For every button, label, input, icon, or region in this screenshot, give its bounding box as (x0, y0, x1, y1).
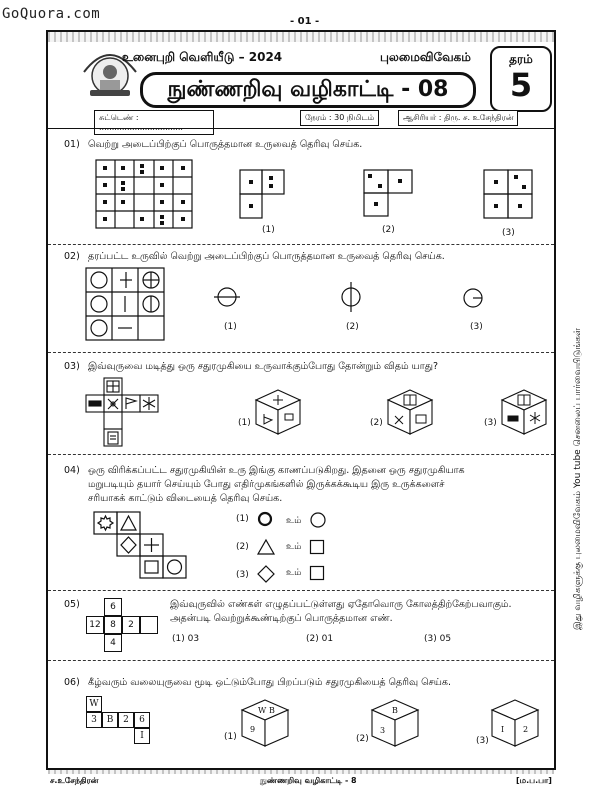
q2-text: தரப்பட்ட உருவில் வெற்று அடைப்பிற்குப் பொருத்தமான உருவைத் தெரிவு செய்க. (88, 251, 445, 262)
footer-title: நுண்ணறிவு வழிகாட்டி - 8 (260, 776, 357, 785)
q6-cube2-left-label: 3 (380, 726, 386, 735)
side-text-label: இது வழிகளுக்கு புலமைவிவேகம் You tube செனலைப் பார்வையிடுங்கள் (573, 327, 583, 630)
publisher-label: உனைபுறி வெளியீடு – 2024 (122, 50, 283, 64)
divider (48, 660, 554, 661)
q2-option1[interactable]: (1) (224, 322, 237, 332)
q4-number: 04) (64, 465, 80, 476)
page-title: நுண்ணறிவு வழிகாட்டி - 08 (140, 72, 476, 108)
q5-number: 05) (64, 599, 80, 610)
q6-text: கீழ்வரும் வலையுருவை மூடி ஒட்டும்போது பிறப்படும் சதுரமுகியைத் தெரிவு செய்க. (88, 677, 452, 688)
q6-number: 06) (64, 677, 80, 688)
q3-option1[interactable]: (1) (238, 418, 251, 428)
q5-cell: 12 (86, 616, 104, 634)
q4-option3-square-shape (310, 566, 324, 580)
q3-number: 03) (64, 361, 80, 372)
q6-net (86, 696, 166, 744)
q6-option2-cube[interactable] (372, 700, 418, 746)
q4-option2-triangle-shape (258, 540, 274, 554)
teacher-field: ஆசிரியர் : திரு. ச. உசேந்திரன் (398, 110, 518, 126)
header-pattern-band (48, 32, 554, 42)
index-field: சுட்டெண் : ................................. (94, 110, 214, 135)
watermark: GoQuora.com (2, 6, 101, 22)
q4-option3-diamond-shape (258, 566, 274, 582)
q2-option1-shape[interactable] (214, 284, 240, 310)
grade-box (490, 46, 552, 112)
q3-net (86, 378, 178, 448)
q5-cell: 4 (104, 634, 122, 652)
q3-option1-cube[interactable] (256, 390, 300, 434)
q6-cube1-top-label2: B (269, 706, 275, 715)
q1-number: 01) (64, 139, 80, 150)
q3-option3[interactable]: (3) (484, 418, 497, 428)
q5-net (86, 598, 158, 654)
q4-line1: ஒரு விரிக்கப்பட்ட சதுரமுகியின் உரு இங்கு காணப்படுகிறது. இதனை ஒரு சதுரமுகியாக (88, 465, 465, 476)
q1-grid (96, 160, 192, 228)
q4-option3-and: உம் (286, 568, 302, 578)
q6-cell: I (134, 728, 150, 744)
q4-option2-square-shape (310, 540, 324, 554)
footer-pattern-band (48, 770, 554, 774)
q6-cube2-top-label: B (392, 706, 398, 715)
q2-option3-shape[interactable] (460, 286, 486, 310)
scholarship-label: புலமைவிவேகம் (380, 50, 471, 64)
q5-line2: அதன்படி வெற்றுக்கூண்டிற்குப் பொருத்தமான எண். (170, 613, 393, 624)
q1-option2-shape[interactable] (364, 170, 412, 216)
q1-option3[interactable]: (3) (502, 228, 515, 238)
q4-option1[interactable]: (1) (236, 514, 249, 524)
q2-option2-shape[interactable] (338, 282, 364, 312)
grade-number: 5 (509, 66, 533, 104)
q4-net (94, 512, 186, 580)
q6-cell: 3 (86, 712, 102, 728)
footer-code: [ம.ப.பா] (516, 776, 552, 785)
q6-cube3-left-label: I (501, 725, 505, 734)
page-number: - 01 - (290, 16, 320, 27)
q2-grid (86, 268, 164, 340)
q5-cell: 6 (104, 598, 122, 616)
q5-cell: 8 (104, 616, 122, 634)
q3-option2-cube[interactable] (388, 390, 432, 434)
q2-number: 02) (64, 251, 80, 262)
q6-cube1-top-label: W (258, 706, 267, 715)
q6-cube3-right-label: 2 (523, 725, 529, 734)
divider (48, 454, 554, 455)
q6-cell: W (86, 696, 102, 712)
q4-option3[interactable]: (3) (236, 570, 249, 580)
q6-option1-cube[interactable] (242, 700, 288, 746)
q5-cell: 2 (122, 616, 140, 634)
q4-line2: மறுபடியும் தயார் செய்யும் போது எதிர்முகங்களில் இருக்கக்கூடிய இரு உருக்களைச் (88, 479, 445, 490)
time-field: நேரம் : 30 நிமிடம் (300, 110, 379, 126)
q5-option2[interactable]: (2) 01 (306, 634, 334, 644)
divider (48, 590, 554, 591)
q4-option1-and: உம் (286, 516, 302, 526)
q5-line1: இவ்வுருவில் எண்கள் எழுதப்பட்டுள்ளது ஏதோவொரு கோலத்திற்கேற்பவாகும். (170, 599, 512, 610)
q1-option2[interactable]: (2) (382, 225, 395, 235)
q4-line3: சரியாகக் காட்டும் விடையைத் தெரிவு செய்க. (88, 493, 283, 504)
divider (48, 244, 554, 245)
q3-option2[interactable]: (2) (370, 418, 383, 428)
q2-option2[interactable]: (2) (346, 322, 359, 332)
q4-option1-circle-shape (310, 512, 326, 528)
grade-label: தரம் (509, 52, 533, 66)
footer-author: ச.உசேந்திரன் (50, 776, 99, 785)
side-text (562, 220, 592, 640)
q6-option3[interactable]: (3) (476, 736, 489, 746)
q1-option1[interactable]: (1) (262, 225, 275, 235)
q4-option2-and: உம் (286, 542, 302, 552)
q6-cell: 6 (134, 712, 150, 728)
q5-option3[interactable]: (3) 05 (424, 634, 452, 644)
q4-option1-gear-shape (256, 510, 274, 528)
q6-option1[interactable]: (1) (224, 732, 237, 742)
q6-cube1-left-label: 9 (250, 725, 256, 734)
q1-text: வெற்று அடைப்பிற்குப் பொருத்தமான உருவைத் தெரிவு செய்க. (88, 139, 363, 150)
q6-option2[interactable]: (2) (356, 734, 369, 744)
q1-option1-shape[interactable] (240, 170, 284, 218)
q4-option2[interactable]: (2) (236, 542, 249, 552)
q1-option3-shape[interactable] (484, 170, 532, 218)
q6-option3-cube[interactable] (492, 700, 538, 746)
q5-blank-cell (140, 616, 158, 634)
q6-cell: 2 (118, 712, 134, 728)
q6-cell: B (102, 712, 118, 728)
q2-option3[interactable]: (3) (470, 322, 483, 332)
q5-option1[interactable]: (1) 03 (172, 634, 200, 644)
divider (48, 352, 554, 353)
q3-option3-cube[interactable] (502, 390, 546, 434)
q3-text: இவ்வுருவை மடித்து ஒரு சதுரமுகியை உருவாக்கும்போது தோன்றும் விதம் யாது? (88, 361, 439, 372)
header-divider (48, 128, 554, 129)
